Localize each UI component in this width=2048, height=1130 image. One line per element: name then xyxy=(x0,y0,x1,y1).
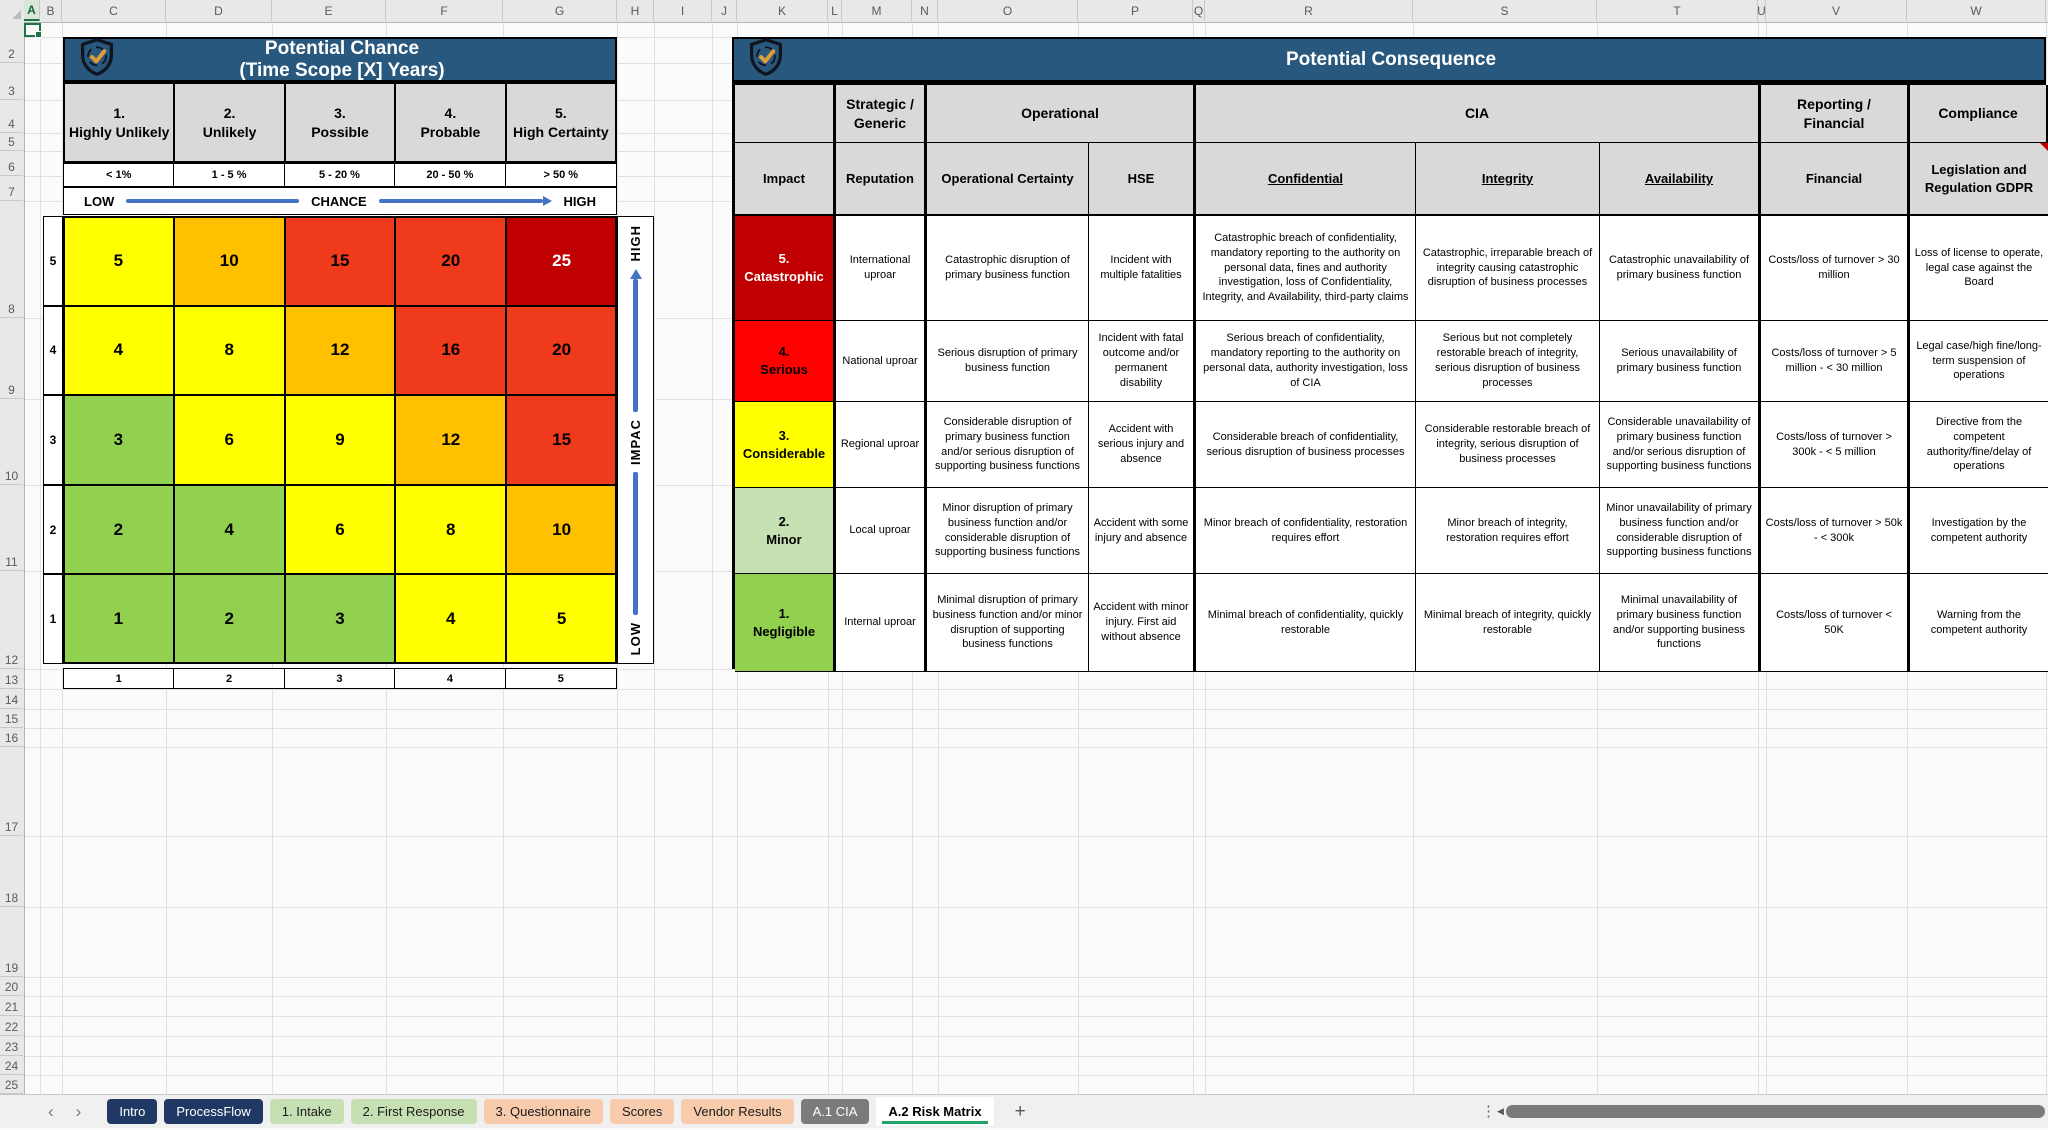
column-header-G[interactable]: G xyxy=(503,0,617,21)
sheet-tab-intro[interactable]: Intro xyxy=(107,1099,157,1124)
consequence-title-bar[interactable] xyxy=(732,37,2046,82)
column-header-S[interactable]: S xyxy=(1413,0,1597,21)
gridline xyxy=(24,907,2048,908)
row-header-15[interactable]: 15 xyxy=(0,709,23,728)
consequence-column-header[interactable]: Reputation xyxy=(836,143,927,216)
consequence-cell[interactable]: Serious disruption of primary business function xyxy=(927,321,1089,402)
tab-options-dots-icon[interactable]: ⋮ xyxy=(1481,1103,1494,1120)
column-header-U[interactable]: U xyxy=(1758,0,1766,21)
risk-matrix-cell[interactable]: 25 xyxy=(506,216,617,306)
chance-probability-cell[interactable]: 20 - 50 % xyxy=(395,164,505,186)
sheet-tab-bar xyxy=(0,1094,2048,1128)
impact-row-label[interactable]: 4 xyxy=(43,306,63,396)
consequence-cell[interactable]: Considerable breach of confidentiality, serious disruption of business processes xyxy=(1196,402,1416,488)
consequence-cell[interactable]: Catastrophic disruption of primary business function xyxy=(927,216,1089,321)
consequence-cell[interactable]: Minimal breach of confidentiality, quickly restorable xyxy=(1196,574,1416,672)
chance-axis-right-arrow xyxy=(379,196,552,206)
row-header-5[interactable]: 5 xyxy=(0,133,23,151)
add-sheet-button[interactable]: + xyxy=(1014,1100,1026,1122)
consequence-cell[interactable]: Minimal disruption of primary business function and/or minor disruption of supporting business functions xyxy=(927,574,1089,672)
row-header-11[interactable]: 11 xyxy=(0,485,23,571)
consequence-column-header[interactable]: Impact xyxy=(735,143,836,216)
column-header-Q[interactable]: Q xyxy=(1193,0,1205,21)
consequence-cell[interactable]: Minor disruption of primary business function and/or considerable disruption of supporting business functions xyxy=(927,488,1089,574)
consequence-column-header[interactable]: Integrity xyxy=(1416,143,1600,216)
gridline xyxy=(24,728,2048,729)
chance-probability-cell[interactable]: > 50 % xyxy=(506,164,616,186)
gridline xyxy=(24,689,2048,690)
gridline xyxy=(712,22,713,1094)
risk-matrix-cell[interactable]: 2 xyxy=(63,485,174,575)
risk-matrix-cell[interactable]: 4 xyxy=(63,306,174,396)
gridline xyxy=(40,22,41,1094)
column-header-V[interactable]: V xyxy=(1766,0,1907,21)
consequence-column-header[interactable]: Confidential xyxy=(1196,143,1416,216)
gridline xyxy=(24,709,2048,710)
consequence-group-header[interactable]: CIA xyxy=(1196,85,1761,143)
consequence-group-header[interactable] xyxy=(735,85,836,143)
impact-row-label[interactable]: 5 xyxy=(43,216,63,306)
consequence-cell[interactable]: National uproar xyxy=(836,321,927,402)
column-header-A[interactable]: A xyxy=(24,0,40,21)
shield-logo-icon xyxy=(79,38,115,81)
chance-column-number[interactable]: 1 xyxy=(64,669,174,688)
sheet-tab-vendor-results[interactable]: Vendor Results xyxy=(681,1099,793,1124)
chance-level-headers xyxy=(63,82,617,163)
sheet-tab-a-1-cia[interactable]: A.1 CIA xyxy=(801,1099,870,1124)
tab-nav xyxy=(48,1102,81,1122)
risk-matrix-cell[interactable]: 15 xyxy=(506,395,617,485)
consequence-column-header[interactable]: Legislation and Regulation GDPR xyxy=(1910,143,2048,216)
consequence-impact-cell[interactable]: 1. Negligible xyxy=(735,574,836,672)
chance-level-header[interactable]: 3. Possible xyxy=(285,83,395,162)
risk-matrix-cell[interactable]: 5 xyxy=(63,216,174,306)
row-header-8[interactable]: 8 xyxy=(0,201,23,318)
row-header-6[interactable]: 6 xyxy=(0,151,23,176)
consequence-cell[interactable]: Costs/loss of turnover > 300k - < 5 million xyxy=(1761,402,1910,488)
consequence-cell[interactable]: Warning from the competent authority xyxy=(1910,574,2048,672)
consequence-cell[interactable]: Costs/loss of turnover > 5 million - < 30 million xyxy=(1761,321,1910,402)
consequence-cell[interactable]: Serious breach of confidentiality, mandatory reporting to the authority on personal data, authority investigation, loss of CIA xyxy=(1196,321,1416,402)
consequence-cell[interactable]: Directive from the competent authority/fine/delay of operations xyxy=(1910,402,2048,488)
column-header-P[interactable]: P xyxy=(1078,0,1193,21)
consequence-cell[interactable]: Minimal breach of integrity, quickly restorable xyxy=(1416,574,1600,672)
consequence-cell[interactable]: International uproar xyxy=(836,216,927,321)
tab-scroll-right-icon[interactable]: › xyxy=(75,1101,82,1121)
row-header-25[interactable]: 25 xyxy=(0,1075,23,1094)
consequence-cell[interactable]: Accident with some injury and absence xyxy=(1089,488,1196,574)
consequence-cell[interactable]: Considerable disruption of primary business function and/or serious disruption of supporting business functions xyxy=(927,402,1089,488)
column-header-bar xyxy=(0,0,2048,23)
horizontal-scrollbar[interactable] xyxy=(1497,1104,2045,1118)
column-header-W[interactable]: W xyxy=(1907,0,2046,21)
risk-matrix-cell[interactable]: 8 xyxy=(174,306,285,396)
chance-axis-high-label: HIGH xyxy=(563,193,597,209)
impact-row-label[interactable]: 2 xyxy=(43,485,63,575)
row-header-12[interactable]: 12 xyxy=(0,571,23,669)
selected-cell-a1[interactable] xyxy=(24,23,41,37)
risk-matrix xyxy=(43,216,617,664)
column-header-N[interactable]: N xyxy=(912,0,938,21)
consequence-cell[interactable]: Incident with multiple fatalities xyxy=(1089,216,1196,321)
consequence-cell[interactable]: Catastrophic, irreparable breach of integrity causing catastrophic disruption of business processes xyxy=(1416,216,1600,321)
consequence-cell[interactable]: Serious but not completely restorable breach of integrity, serious disruption of business processes xyxy=(1416,321,1600,402)
chance-column-number[interactable]: 2 xyxy=(174,669,284,688)
row-header-17[interactable]: 17 xyxy=(0,747,23,836)
consequence-impact-cell[interactable]: 5. Catastrophic xyxy=(735,216,836,321)
chance-probability-cell[interactable]: < 1% xyxy=(64,164,174,186)
consequence-grid xyxy=(732,82,2046,669)
column-header-E[interactable]: E xyxy=(272,0,386,21)
chance-level-header[interactable]: 1. Highly Unlikely xyxy=(64,83,174,162)
consequence-cell[interactable]: Considerable restorable breach of integrity, serious disruption of business processes xyxy=(1416,402,1600,488)
scrollbar-thumb[interactable] xyxy=(1506,1105,2045,1118)
gridline xyxy=(24,747,2048,748)
column-header-H[interactable]: H xyxy=(617,0,654,21)
consequence-cell[interactable]: Catastrophic unavailability of primary business function xyxy=(1600,216,1761,321)
impact-row-label[interactable]: 1 xyxy=(43,574,63,664)
impact-axis-center-label: IMPAC xyxy=(628,418,643,465)
chance-column-number[interactable]: 4 xyxy=(395,669,505,688)
impact-axis-high-label: HIGH xyxy=(628,225,643,262)
chance-axis-low-label: LOW xyxy=(84,193,115,209)
row-header-23[interactable]: 23 xyxy=(0,1036,23,1056)
risk-matrix-cell[interactable]: 20 xyxy=(395,216,506,306)
gridline xyxy=(24,996,2048,997)
consequence-column-header[interactable]: HSE xyxy=(1089,143,1196,216)
risk-matrix-cell[interactable]: 15 xyxy=(285,216,396,306)
chance-probability-cell[interactable]: 1 - 5 % xyxy=(174,164,284,186)
row-header-22[interactable]: 22 xyxy=(0,1016,23,1036)
consequence-impact-cell[interactable]: 3. Considerable xyxy=(735,402,836,488)
gridline xyxy=(24,836,2048,837)
column-header-L[interactable]: L xyxy=(828,0,842,21)
gridline xyxy=(24,977,2048,978)
consequence-cell[interactable]: Costs/loss of turnover > 30 million xyxy=(1761,216,1910,321)
sheet-tab-a-2-risk-matrix[interactable]: A.2 Risk Matrix xyxy=(876,1097,993,1126)
row-header-16[interactable]: 16 xyxy=(0,728,23,747)
column-header-C[interactable]: C xyxy=(62,0,166,21)
column-header-B[interactable]: B xyxy=(40,0,62,21)
risk-matrix-cell[interactable]: 10 xyxy=(506,485,617,575)
risk-matrix-cell[interactable]: 12 xyxy=(285,306,396,396)
shield-logo-icon xyxy=(748,38,784,81)
row-header-19[interactable]: 19 xyxy=(0,907,23,977)
gridline xyxy=(24,1056,2048,1057)
sheet-tab-scores[interactable]: Scores xyxy=(610,1099,674,1124)
gridline xyxy=(24,1016,2048,1017)
chance-column-numbers xyxy=(63,668,617,689)
column-header-T[interactable]: T xyxy=(1597,0,1758,21)
column-header-I[interactable]: I xyxy=(654,0,712,21)
consequence-cell[interactable]: Serious unavailability of primary business function xyxy=(1600,321,1761,402)
row-header-4[interactable]: 4 xyxy=(0,100,23,133)
row-header-13[interactable]: 13 xyxy=(0,669,23,689)
consequence-cell[interactable]: Internal uproar xyxy=(836,574,927,672)
chance-title-bar[interactable] xyxy=(63,37,617,82)
consequence-group-header[interactable]: Strategic / Generic xyxy=(836,85,927,143)
risk-matrix-cell[interactable]: 16 xyxy=(395,306,506,396)
consequence-cell[interactable]: Incident with fatal outcome and/or permanent disability xyxy=(1089,321,1196,402)
consequence-title: Potential Consequence xyxy=(1285,48,1497,70)
risk-matrix-cell[interactable]: 3 xyxy=(63,395,174,485)
row-header-9[interactable]: 9 xyxy=(0,318,23,399)
consequence-cell[interactable]: Minor unavailability of primary business function and/or considerable disruption of supporting business functions xyxy=(1600,488,1761,574)
row-header-21[interactable]: 21 xyxy=(0,996,23,1016)
consequence-cell[interactable]: Legal case/high fine/long-term suspension of operations xyxy=(1910,321,2048,402)
consequence-cell[interactable]: Regional uproar xyxy=(836,402,927,488)
consequence-group-header[interactable]: Operational xyxy=(927,85,1196,143)
risk-matrix-cell[interactable]: 8 xyxy=(395,485,506,575)
consequence-cell[interactable]: Accident with serious injury and absence xyxy=(1089,402,1196,488)
consequence-cell[interactable]: Local uproar xyxy=(836,488,927,574)
chance-probability-row xyxy=(63,163,617,187)
chance-level-header[interactable]: 2. Unlikely xyxy=(174,83,284,162)
consequence-column-header[interactable]: Operational Certainty xyxy=(927,143,1089,216)
row-header-3[interactable]: 3 xyxy=(0,63,23,100)
row-header-14[interactable]: 14 xyxy=(0,689,23,709)
column-header-O[interactable]: O xyxy=(938,0,1078,21)
select-all-button[interactable] xyxy=(0,0,25,22)
consequence-cell[interactable]: Minimal unavailability of primary business function and/or supporting business functions xyxy=(1600,574,1761,672)
sheet-tab-3-questionnaire[interactable]: 3. Questionnaire xyxy=(484,1099,603,1124)
impact-axis-low-label: LOW xyxy=(628,621,643,656)
risk-matrix-cell[interactable]: 2 xyxy=(174,574,285,664)
column-header-R[interactable]: R xyxy=(1205,0,1413,21)
row-header-bar xyxy=(0,22,25,1094)
column-header-J[interactable]: J xyxy=(712,0,737,21)
risk-matrix-cell[interactable]: 5 xyxy=(506,574,617,664)
column-header-K[interactable]: K xyxy=(737,0,828,21)
consequence-group-header[interactable]: Reporting / Financial xyxy=(1761,85,1910,143)
row-header-18[interactable]: 18 xyxy=(0,836,23,907)
consequence-column-header[interactable]: Financial xyxy=(1761,143,1910,216)
column-header-M[interactable]: M xyxy=(842,0,912,21)
chance-axis xyxy=(63,187,617,215)
row-header-20[interactable]: 20 xyxy=(0,977,23,996)
chance-column-number[interactable]: 5 xyxy=(506,669,616,688)
consequence-cell[interactable]: Considerable unavailability of primary business function and/or serious disruption of supporting business functions xyxy=(1600,402,1761,488)
risk-matrix-cell[interactable]: 6 xyxy=(285,485,396,575)
row-header-2[interactable]: 2 xyxy=(0,37,23,63)
consequence-impact-cell[interactable]: 4. Serious xyxy=(735,321,836,402)
gridline xyxy=(24,1036,2048,1037)
chance-probability-cell[interactable]: 5 - 20 % xyxy=(285,164,395,186)
risk-matrix-cell[interactable]: 4 xyxy=(174,485,285,575)
consequence-cell[interactable]: Loss of license to operate, legal case against the Board xyxy=(1910,216,2048,321)
chance-title: Potential Chance (Time Scope [X] Years) xyxy=(239,37,445,81)
row-header-24[interactable]: 24 xyxy=(0,1056,23,1075)
chance-level-header[interactable]: 5. High Certainty xyxy=(506,83,616,162)
sheet-tab-2-first-response[interactable]: 2. First Response xyxy=(351,1099,477,1124)
impact-axis-up-arrow xyxy=(630,269,642,412)
risk-matrix-cell[interactable]: 3 xyxy=(285,574,396,664)
risk-matrix-cell[interactable]: 20 xyxy=(506,306,617,396)
risk-matrix-cell[interactable]: 1 xyxy=(63,574,174,664)
fill-handle[interactable] xyxy=(35,31,42,38)
chance-axis-left-bar xyxy=(126,199,299,203)
scrollbar-left-arrow-icon[interactable]: ◀ xyxy=(1497,1105,1504,1116)
risk-matrix-cell[interactable]: 10 xyxy=(174,216,285,306)
consequence-cell[interactable]: Investigation by the competent authority xyxy=(1910,488,2048,574)
column-header-F[interactable]: F xyxy=(386,0,503,21)
consequence-cell[interactable]: Catastrophic breach of confidentiality, mandatory reporting to the authority on personal data, fines and authority investigation, loss of Confidentiality, Integrity, and Availability, third-party claims xyxy=(1196,216,1416,321)
row-header-10[interactable]: 10 xyxy=(0,399,23,485)
risk-matrix-cell[interactable]: 12 xyxy=(395,395,506,485)
consequence-impact-cell[interactable]: 2. Minor xyxy=(735,488,836,574)
sheet-tab-1-intake[interactable]: 1. Intake xyxy=(270,1099,344,1124)
chance-axis-center-label: CHANCE xyxy=(311,193,367,209)
gridline xyxy=(654,22,655,1094)
chance-column-number[interactable]: 3 xyxy=(285,669,395,688)
impact-row-label[interactable]: 3 xyxy=(43,395,63,485)
gridline xyxy=(24,1075,2048,1076)
consequence-cell[interactable]: Minor breach of integrity, restoration requires effort xyxy=(1416,488,1600,574)
risk-matrix-cell[interactable]: 9 xyxy=(285,395,396,485)
consequence-group-header[interactable]: Compliance xyxy=(1910,85,2048,143)
risk-matrix-cell[interactable]: 6 xyxy=(174,395,285,485)
risk-matrix-cell[interactable]: 4 xyxy=(395,574,506,664)
column-header-D[interactable]: D xyxy=(166,0,272,21)
consequence-cell[interactable]: Costs/loss of turnover > 50k - < 300k xyxy=(1761,488,1910,574)
consequence-column-header[interactable]: Availability xyxy=(1600,143,1761,216)
row-header-7[interactable]: 7 xyxy=(0,176,23,201)
sheet-tab-processflow[interactable]: ProcessFlow xyxy=(164,1099,262,1124)
impact-axis-lower-bar xyxy=(633,472,638,615)
impact-axis xyxy=(617,216,654,664)
consequence-cell[interactable]: Costs/loss of turnover < 50K xyxy=(1761,574,1910,672)
consequence-cell[interactable]: Minor breach of confidentiality, restoration requires effort xyxy=(1196,488,1416,574)
tab-scroll-left-icon[interactable]: ‹ xyxy=(48,1101,54,1121)
consequence-cell[interactable]: Accident with minor injury. First aid without absence xyxy=(1089,574,1196,672)
chance-level-header[interactable]: 4. Probable xyxy=(395,83,505,162)
